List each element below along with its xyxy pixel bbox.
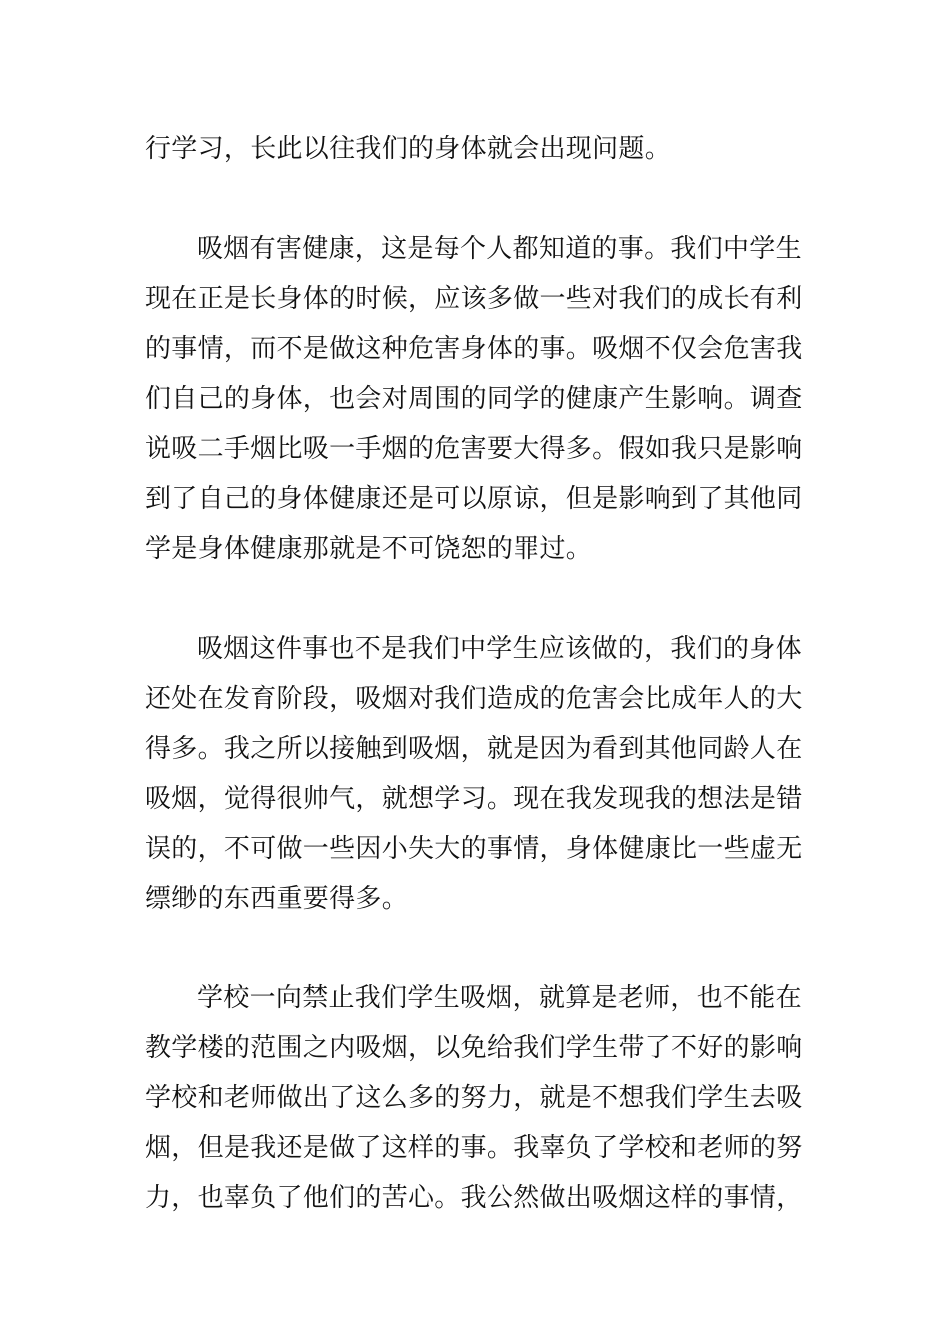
paragraph-line: 烟，但是我还是做了这样的事。我辜负了学校和老师的努	[145, 1133, 803, 1163]
paragraph-line: 学校和老师做出了这么多的努力，就是不想我们学生去吸	[145, 1083, 803, 1113]
paragraph-line: 学校一向禁止我们学生吸烟，就算是老师，也不能在	[197, 983, 802, 1013]
paragraph-line: 的事情，而不是做这种危害身体的事。吸烟不仅会危害我	[145, 334, 803, 364]
paragraph-line: 学是身体健康那就是不可饶恕的罪过。	[145, 534, 593, 564]
paragraph-line: 说吸二手烟比吸一手烟的危害要大得多。假如我只是影响	[145, 434, 803, 464]
paragraph-line: 吸烟有害健康，这是每个人都知道的事。我们中学生	[197, 234, 802, 264]
paragraph-line: 教学楼的范围之内吸烟，以免给我们学生带了不好的影响	[145, 1033, 803, 1063]
paragraph-line: 吸烟这件事也不是我们中学生应该做的，我们的身体	[197, 634, 802, 664]
paragraph-line: 行学习，长此以往我们的身体就会出现问题。	[145, 134, 672, 164]
paragraph-line: 误的，不可做一些因小失大的事情，身体健康比一些虚无	[145, 834, 803, 864]
paragraph-line: 现在正是长身体的时候，应该多做一些对我们的成长有利	[145, 284, 803, 314]
paragraph-line: 们自己的身体，也会对周围的同学的健康产生影响。调查	[145, 384, 803, 414]
paragraph-line: 吸烟，觉得很帅气，就想学习。现在我发现我的想法是错	[145, 784, 803, 814]
paragraph-line: 到了自己的身体健康还是可以原谅，但是影响到了其他同	[145, 484, 803, 514]
paragraph-line: 力，也辜负了他们的苦心。我公然做出吸烟这样的事情，	[145, 1183, 803, 1213]
paragraph-line: 缥缈的东西重要得多。	[145, 884, 409, 914]
paragraph-line: 得多。我之所以接触到吸烟，就是因为看到其他同龄人在	[145, 734, 803, 764]
paragraph-line: 还处在发育阶段，吸烟对我们造成的危害会比成年人的大	[145, 684, 803, 714]
